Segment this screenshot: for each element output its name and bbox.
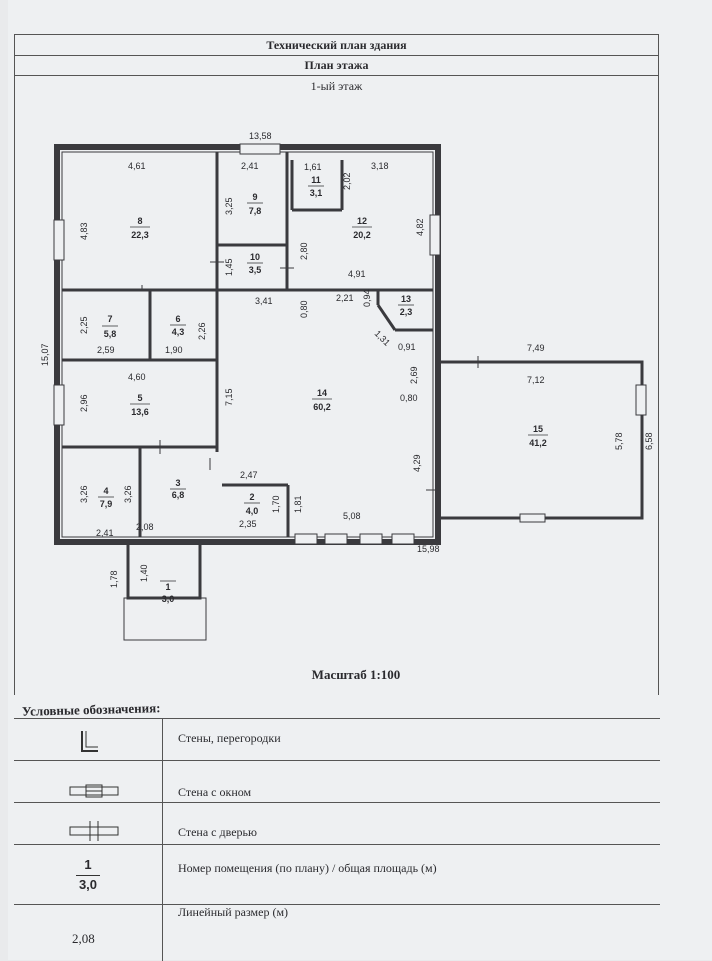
dimension-label: 15,07 bbox=[40, 343, 50, 366]
window bbox=[636, 385, 646, 415]
dimension-label: 1,31 bbox=[372, 328, 393, 348]
room-number: 9 bbox=[252, 192, 258, 202]
partition bbox=[378, 305, 395, 330]
porch-steps bbox=[124, 598, 206, 640]
room-number: 7 bbox=[107, 314, 113, 324]
dimension-label: 1,78 bbox=[109, 570, 119, 588]
dimension-label: 15,98 bbox=[417, 544, 440, 554]
room-number: 1 bbox=[165, 582, 171, 592]
legend-row-dimension bbox=[14, 904, 660, 961]
legend-title: Условные обозначения: bbox=[21, 700, 161, 719]
window bbox=[295, 534, 317, 544]
room-number: 14 bbox=[316, 388, 328, 398]
room-number: 2 bbox=[249, 492, 255, 502]
room-area: 41,2 bbox=[529, 438, 547, 448]
dimension-label: 4,82 bbox=[415, 218, 425, 236]
dimension-label: 0,94 bbox=[362, 289, 372, 307]
dimension-label: 4,83 bbox=[79, 222, 89, 240]
dimension-label: 4,60 bbox=[128, 372, 146, 382]
room-area: 4,3 bbox=[171, 327, 185, 337]
room-area: 2,3 bbox=[399, 307, 413, 317]
legend-label-window: Стена с окном bbox=[178, 785, 252, 799]
window bbox=[325, 534, 347, 544]
dimension-label: 2,96 bbox=[79, 394, 89, 412]
room-number: 11 bbox=[311, 175, 321, 185]
room-area: 7,8 bbox=[248, 206, 262, 216]
room-area: 22,3 bbox=[131, 230, 149, 240]
room-number: 3 bbox=[175, 478, 181, 488]
legend-symbol-window bbox=[14, 761, 163, 803]
window bbox=[392, 534, 414, 544]
legend-label-walls: Стены, перегородки bbox=[178, 731, 281, 745]
dimension-label: 1,81 bbox=[293, 495, 303, 513]
legend-symbol-door bbox=[14, 803, 163, 845]
dimension-label: 4,61 bbox=[128, 161, 146, 171]
room-number: 10 bbox=[249, 252, 261, 262]
legend-row-walls bbox=[14, 718, 660, 761]
dimension-label: 3,26 bbox=[123, 485, 133, 503]
legend-label-door: Стена с дверью bbox=[178, 825, 257, 839]
dimension-label: 2,35 bbox=[239, 519, 257, 529]
room-number: 4 bbox=[103, 486, 109, 496]
legend-row-door bbox=[14, 802, 660, 845]
room-area: 13,6 bbox=[131, 407, 149, 417]
room-area: 4,0 bbox=[245, 506, 259, 516]
room-number: 12 bbox=[356, 216, 368, 226]
document-title: Технический план здания bbox=[15, 35, 658, 56]
legend-sample-room-area: 3,0 bbox=[78, 877, 98, 892]
window bbox=[360, 534, 382, 544]
dimension-label: 0,91 bbox=[398, 342, 416, 352]
room-number: 13 bbox=[400, 294, 412, 304]
window bbox=[520, 514, 545, 522]
dimension-label: 5,08 bbox=[343, 511, 361, 521]
legend-sample-fraction-line bbox=[76, 875, 100, 876]
dimension-label: 1,45 bbox=[224, 258, 234, 276]
dimension-label: 2,41 bbox=[241, 161, 259, 171]
room-number: 15 bbox=[532, 424, 544, 434]
dimension-label: 6,58 bbox=[644, 432, 654, 450]
dimension-label: 2,26 bbox=[197, 322, 207, 340]
dimension-label: 1,90 bbox=[165, 345, 183, 355]
dimension-label: 2,47 bbox=[240, 470, 258, 480]
dimension-label: 2,41 bbox=[96, 528, 114, 538]
dimension-label: 3,26 bbox=[79, 485, 89, 503]
room-area: 3,5 bbox=[248, 265, 262, 275]
dimension-label: 0,80 bbox=[299, 300, 309, 318]
dimension-label: 1,70 bbox=[271, 495, 281, 513]
dimension-label: 2,02 bbox=[342, 172, 352, 190]
dimension-label: 1,61 bbox=[304, 162, 322, 172]
plan-subtitle: План этажа bbox=[15, 55, 658, 76]
room-area: 20,2 bbox=[353, 230, 371, 240]
room-area: 60,2 bbox=[313, 402, 331, 412]
dimension-label: 7,12 bbox=[527, 375, 545, 385]
dimension-label: 1,40 bbox=[139, 564, 149, 582]
window bbox=[240, 144, 280, 154]
room-area: 7,9 bbox=[99, 499, 113, 509]
legend-symbol-dimension bbox=[14, 905, 163, 961]
dimension-label: 2,80 bbox=[299, 242, 309, 260]
dimension-label: 0,80 bbox=[400, 393, 418, 403]
dimension-label: 4,91 bbox=[348, 269, 366, 279]
dimension-label: 3,25 bbox=[224, 197, 234, 215]
legend-row-window bbox=[14, 760, 660, 803]
dimension-label: 7,15 bbox=[224, 388, 234, 406]
room-area: 5,8 bbox=[103, 329, 117, 339]
dimension-label: 3,18 bbox=[371, 161, 389, 171]
legend-symbol-room-number bbox=[14, 845, 163, 905]
legend-label-room-number: Номер помещения (по плану) / общая площадь (м) bbox=[178, 861, 437, 875]
room-number: 8 bbox=[137, 216, 143, 226]
room-area: 6,8 bbox=[171, 490, 185, 500]
dimension-label: 2,59 bbox=[97, 345, 115, 355]
window bbox=[430, 215, 440, 255]
dimension-label: 3,41 bbox=[255, 296, 273, 306]
dimension-label: 2,25 bbox=[79, 316, 89, 334]
dimension-label: 13,58 bbox=[249, 131, 272, 141]
legend-symbol-walls bbox=[14, 719, 163, 761]
room-number: 5 bbox=[137, 393, 143, 403]
legend-label-dimension: Линейный размер (м) bbox=[178, 905, 289, 919]
legend-sample-dimension: 2,08 bbox=[72, 931, 95, 946]
dimension-label: 5,78 bbox=[614, 432, 624, 450]
legend-row-room-number bbox=[14, 844, 660, 905]
window bbox=[54, 385, 64, 425]
dimension-label: 2,69 bbox=[409, 366, 419, 384]
dimension-label: 2,21 bbox=[336, 293, 354, 303]
legend-sample-room-number: 1 bbox=[84, 857, 92, 872]
dimension-label: 4,29 bbox=[412, 454, 422, 472]
room-area: 3,1 bbox=[309, 188, 323, 198]
dimension-label: 2,08 bbox=[136, 522, 154, 532]
floor-label: 1-ый этаж bbox=[310, 79, 363, 93]
room-number: 6 bbox=[175, 314, 181, 324]
window bbox=[54, 220, 64, 260]
room-area: 3,0 bbox=[161, 594, 175, 604]
dimension-label: 7,49 bbox=[527, 343, 545, 353]
scale-label: Масштаб 1:100 bbox=[311, 667, 401, 682]
